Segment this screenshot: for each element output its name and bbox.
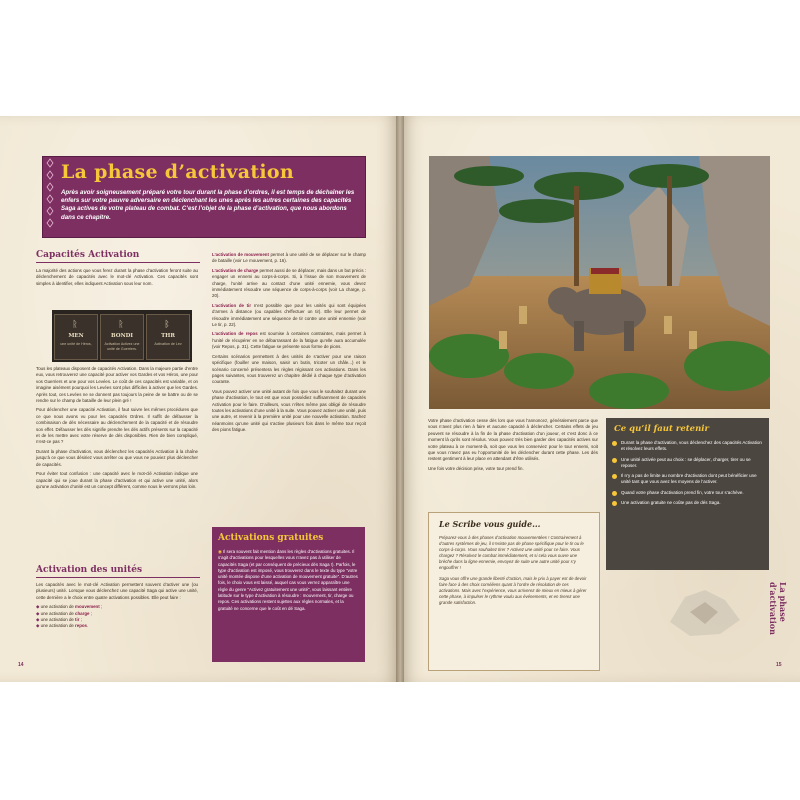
intro-text: Après avoir soigneusement préparé votre tour durant la phase d’ordres, il est temps de déchaîner les enfers sur votre pauvre adversaire en déclenchant les unes après les autres certaines des capacités Saga actives de votre plateau de combat. C’est l’objet de la phase d’activation, que nous abordons dans ce chapitre. bbox=[61, 189, 355, 221]
bullet-icon bbox=[612, 491, 617, 496]
list-item bbox=[612, 490, 762, 496]
bullet-icon: ◆ bbox=[36, 617, 40, 623]
keyword: L’activation de tir bbox=[212, 302, 252, 308]
list-text: ; bbox=[89, 610, 92, 616]
box-text bbox=[439, 535, 589, 606]
paragraph: Durant la phase d’activation, vous déclenchez les capacités Activation à la chaîne jusqu’à ce que vous désiriez vous arrêter ou que vous ne pouviez plus déclencher de capacités. bbox=[36, 448, 198, 467]
key-points-list bbox=[612, 440, 762, 510]
box-title: Activations gratuites bbox=[218, 533, 324, 543]
list-keyword: charge bbox=[75, 610, 90, 616]
paragraph: Une fois votre décision prise, votre tour prend fin. bbox=[428, 465, 524, 471]
list-text: . bbox=[87, 623, 89, 629]
section-title-capacites bbox=[36, 250, 200, 263]
list-text: une activation de bbox=[40, 604, 76, 610]
ability-cards-image bbox=[52, 310, 192, 362]
list-item bbox=[36, 623, 198, 629]
list-text: Une activation gratuite ne coûte pas de dés Saga. bbox=[621, 500, 721, 506]
section1-paragraph-1: La majorité des actions que vous ferez durant la phase d’activation feront suite au déclenchement de capacités avec le mot-clé Activation. Ces capacités sont simples à identifier, elles indiquent Activation sous leur nom. bbox=[36, 268, 198, 286]
list-item bbox=[612, 500, 762, 506]
paragraph: Préparez-vous à des phases d’activation mouvementées ! Contrairement à d’autres systèmes de jeu, il n’existe pas de phase spécifique pour le tir ou le corps-à-corps. Vous souhaitez tirer ? Activez une unité pour ce faire. Vous chargez ? Résolvez le combat immédiatement, et si cela vous ouvre une brèche dans la ligne ennemie, envoyez de suite une autre unité pour s’y engouffrer ! bbox=[439, 535, 584, 571]
paragraph: Votre phase d’activation cesse dès lors que vous l’annoncez, généralement parce que vous n’avez plus rien à faire et aucune capacité à déclencher. Certains effets de jeu peuvent se résoudre à la fin de la phase d’activation d’un joueur, et c’est donc à ce moment là qu’ils sont résolus. Vous pouvez très bien garder des capacités actives sur votre plateau à ce moment-là, soit que vous les conserviez pour le tour ennemi, soit que vous n’avez pas eu l’opportunité de les déclencher durant cette phase. Les dés restent gentiment à leur place en attendant d’être utilisés. bbox=[428, 418, 598, 462]
activation-list bbox=[36, 604, 198, 630]
paragraph-text: permet aussi de se déplacer, mais dans un but précis : engager un ennemi au corps-à-corps. Si, à l’issue de son mouvement de charge, l’unité arrive au contact d’une unité ennemie, vous devez immédiatement résoudre une séquence de corps-à-corps (voir La charge, p. 20). bbox=[212, 267, 366, 299]
paragraph bbox=[212, 303, 366, 329]
list-keyword: mouvement bbox=[75, 604, 100, 610]
card-name: MEN bbox=[68, 333, 84, 339]
list-text: une activation de bbox=[40, 623, 76, 629]
bullet-icon bbox=[612, 474, 617, 479]
section-title-text: Activation des unités bbox=[36, 565, 143, 575]
bullet-icon bbox=[612, 501, 617, 506]
keyword: L’activation de mouvement bbox=[212, 252, 269, 257]
miniatures-photo bbox=[429, 156, 770, 409]
section-title-activation-unites bbox=[36, 565, 200, 578]
list-item bbox=[612, 457, 762, 470]
list-text: Quand votre phase d’activation prend fin, votre tour s’achève. bbox=[621, 489, 744, 495]
title-banner bbox=[42, 156, 366, 238]
ability-card bbox=[54, 314, 98, 360]
list-keyword: tir bbox=[75, 617, 80, 623]
ornament-icon bbox=[45, 157, 55, 237]
paragraph: Pour éviter tout confusion : une capacité avec le mot-clé Activation indique une capacité qui se joue durant la phase d’activation et qui active une unité, alors qu’une activation d’unité est un concept différent, comme nous le verrons plus loin. bbox=[36, 471, 198, 489]
rune-icon: ᚱ bbox=[118, 319, 124, 329]
box-text bbox=[218, 549, 358, 612]
card-text: Activation de Lev bbox=[154, 342, 182, 346]
bullet-icon: ◆ bbox=[36, 604, 40, 610]
activation-types-column bbox=[212, 252, 366, 437]
book-spine bbox=[396, 116, 404, 682]
paragraph-text: permet à une unité de se déplacer sur le champ de bataille (voir Le mouvement, p. 16). bbox=[212, 252, 366, 264]
list-text: Il n’y a pas de limite au nombre d’activation dont peut bénéficier une unité tant que vous avez les moyens de l’activer. bbox=[621, 473, 757, 485]
section-title-text: Capacités Activation bbox=[36, 250, 140, 260]
section1-text bbox=[36, 366, 198, 493]
paragraph-text: est soumise à certaines contraintes, mais permet à l’unité de récupérer en se débarrassant de la fatigue qu’elle aura accumulée (voir Repos, p. 31). Cette fatigue se présente sous forme de pions. bbox=[212, 331, 366, 350]
card-name: THR bbox=[161, 333, 175, 339]
paragraph: Certains scénarios permettent à des unités de s’activer pour une raison spécifique (fouiller une maison, saisir un butin, tricoter un châle...) et le scénario concerné présentera les règles régissant ces activations. Dans les pages suivantes, vous trouverez un chapitre dédié à chaque type d’activation courante. bbox=[212, 353, 366, 385]
card-text: une unité de Héros, bbox=[60, 342, 92, 346]
card-text: Activation Activez une unité de Guerriers. bbox=[104, 342, 140, 351]
keyword: L’activation de repos bbox=[212, 331, 258, 337]
end-of-phase-text bbox=[428, 418, 598, 475]
keyword: L’activation de charge bbox=[212, 267, 259, 273]
list-text: Durant la phase d’activation, vous déclenchez des capacités Activation et résolvez leurs effets. bbox=[621, 440, 762, 452]
list-text: ; bbox=[79, 617, 82, 623]
paragraph: Tous les plateaux disposent de capacités Activation. Dans la majeure partie d’entre eux, vous retrouverez une capacité pour activer vos Gardes et vos Héros, une pour vos Guerriers et une pour vos Levées. Le coût de ces capacités est variable, et on imagine aisément pourquoi les Levées sont plus difficiles à activer que les Gardes. Après tout, ces Levées ne se donnent pas toujours la peine de se battre ou de se rendre sur le champ de bataille de leur plein gré ! bbox=[36, 366, 198, 404]
bullet-icon: ◆ bbox=[36, 623, 40, 629]
paragraph-text: n’est possible que pour les unités qui sont équipées d’armes à distance (ou capables d’effectuer un tir). Elle leur permet de résoudre immédiatement une séquence de tir contre une unité ennemie (voir Le tir, p. 22). bbox=[212, 302, 366, 328]
page-number-left: 14 bbox=[18, 662, 24, 668]
section-divider bbox=[36, 262, 200, 263]
ability-card bbox=[146, 314, 190, 360]
list-item bbox=[612, 440, 762, 453]
side-running-title: La phase d’activation bbox=[768, 582, 788, 635]
list-text: une activation de bbox=[40, 617, 76, 623]
box-title: Le Scribe vous guide... bbox=[439, 519, 541, 529]
section-divider bbox=[36, 577, 200, 578]
bullet-icon: ◉ bbox=[218, 549, 222, 554]
bullet-icon: ◆ bbox=[36, 610, 40, 616]
page-title: La phase d’activation bbox=[61, 161, 295, 183]
paragraph bbox=[212, 252, 366, 265]
paragraph bbox=[212, 331, 366, 350]
section2-text bbox=[36, 582, 198, 630]
list-keyword: repos bbox=[75, 623, 88, 629]
bullet-icon bbox=[612, 458, 617, 463]
scribe-guide-box bbox=[428, 512, 600, 671]
paragraph: Saga vous offre une grande liberté d’action, mais le prix à payer est de devoir faire face à des choix cornéliens quant à l’ordre de résolution de ces activations. Mais avec l’expérience, vous arriverez de mieux en mieux à gérer cette phase, à impulser le rythme voulu aux événements, et en tirerez une grande satisfaction. bbox=[439, 575, 587, 605]
ability-card bbox=[100, 314, 144, 360]
paragraph: Les capacités avec le mot-clé Activation permettent souvent d’activer une (ou plusieurs) unité. Lorsque vous déclenchez une capacité Saga qui active une unité, cette dernière a le choix entre quatre activations possibles. Elle peut faire : bbox=[36, 582, 198, 600]
free-activations-box bbox=[212, 527, 365, 662]
page-number-right: 15 bbox=[776, 662, 782, 668]
card-name: BONDI bbox=[111, 333, 133, 339]
list-text: ; bbox=[99, 604, 103, 610]
paragraph: Pour déclencher une capacité Activation, il faut suivre les mêmes procédures que ce que nous avons vu pour les capacités Ordres. Il suffit de défausser la combinaison de dés nécessaire au déclenchement de la capacité et de résoudre son effet. Défausser les dés signifie prendre les dés actifs présents sur la capacité et de les mettre avec votre réserve de dés disponibles. Rien de bien compliqué, n’est-ce pas ? bbox=[36, 407, 198, 445]
bullet-icon bbox=[612, 441, 617, 446]
rune-icon: ᚱ bbox=[72, 319, 78, 329]
paragraph: Vous pouvez activer une unité autant de fois que vous le souhaitez durant une phase d’activation, le tout est que vous possédiez suffisamment de capacités Activation pour le faire. D’ailleurs, vous n’êtes même pas obligé de résoudre toutes les activations d’une unité à la suite. Vous pouvez activer une unité, puis une autre, et revenir à la première unité pour une nouvelle activation. Sachez néanmoins qu’une unité qui s’active plusieurs fois dans le même tour reçoit des pions fatigue. bbox=[212, 388, 366, 433]
box-title: Ce qu’il faut retenir bbox=[614, 424, 709, 434]
stone-ornament-icon bbox=[660, 582, 750, 642]
paragraph bbox=[212, 268, 366, 300]
key-points-box bbox=[606, 418, 769, 570]
list-item bbox=[612, 473, 762, 486]
rune-icon: ᛒ bbox=[164, 319, 170, 329]
box-text-content: Il sera souvent fait mention dans les règles d’activations gratuites. Il s’agit d’activations pour lesquelles vous n’avez pas à utiliser de capacités Saga (et par conséquent de précieux dés Saga !). Parfois, le type d’activation est imposé, vous trouverez dans le texte du type “votre unité montée dispose d’une activation de mouvement gratuite”. D’autres fois, le choix vous est laissé, auquel cas vous verrez apparaître une règle du genre “Activez gratuitement une unité”, vous laissant entière latitude sur le type d’activation à résoudre : mouvement, tir, charge ou repos. Ces activations restent sujettes aux règles normales, et la gratuité ne concerne que le coût en dé Saga. bbox=[218, 549, 358, 611]
list-text: Une unité activée peut au choix : se déplacer, charger, tirer ou se reposer. bbox=[621, 456, 751, 468]
list-text: une activation de bbox=[40, 610, 76, 616]
